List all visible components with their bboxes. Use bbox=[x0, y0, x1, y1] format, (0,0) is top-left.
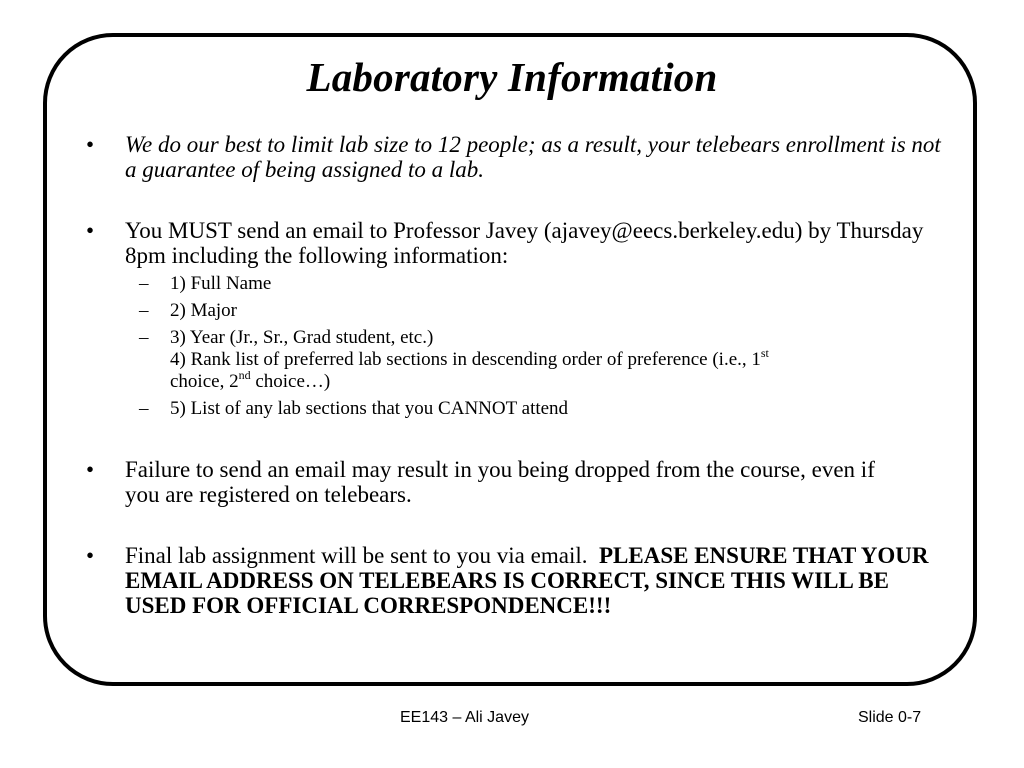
subitem-dash: – bbox=[139, 327, 149, 348]
subitem-rank-c: choice…) bbox=[250, 371, 331, 392]
subitem-dash: – bbox=[139, 300, 149, 321]
bullet-2-text: You MUST send an email to Professor Javey (ajavey@eecs.berkeley.edu) by Thursday 8pm including the following information: bbox=[125, 218, 924, 268]
bullet-marker: • bbox=[86, 218, 95, 243]
bullet-4-text bbox=[125, 543, 945, 618]
bullet-marker: • bbox=[86, 543, 95, 568]
subitem-rank-b: choice, 2 bbox=[170, 371, 239, 392]
footer-slide-number: Slide 0-7 bbox=[858, 709, 922, 726]
bullet-1-text: We do our best to limit lab size to 12 people; as a result, your telebears enrollment is not a guarantee of being assigned to a lab. bbox=[125, 132, 941, 182]
bullet-4-plain: Final lab assignment will be sent to you via email. bbox=[125, 543, 588, 568]
subitem-major: 2) Major bbox=[170, 300, 238, 321]
subitem-year-rank bbox=[170, 327, 930, 393]
subitem-rank-a: 4) Rank list of preferred lab sections in descending order of preference (i.e., 1 bbox=[170, 349, 761, 370]
subitem-cannot-attend: 5) List of any lab sections that you CANNOT attend bbox=[170, 398, 569, 419]
subitem-full-name: 1) Full Name bbox=[170, 273, 272, 294]
slide-title: Laboratory Information bbox=[306, 54, 718, 100]
bullet-marker: • bbox=[86, 132, 95, 157]
subitem-dash: – bbox=[139, 398, 149, 419]
subitem-year: 3) Year (Jr., Sr., Grad student, etc.) bbox=[170, 327, 434, 348]
sup-nd: nd bbox=[238, 367, 251, 382]
bullet-4-bold: PLEASE ENSURE THAT YOUR EMAIL ADDRESS ON TELEBEARS IS CORRECT, SINCE THIS WILL BE USED FOR OFFICIAL CORRESPONDENCE!!! bbox=[125, 543, 929, 618]
bullet-3-text: Failure to send an email may result in you being dropped from the course, even if you are registered on telebears. bbox=[125, 457, 875, 507]
bullet-marker: • bbox=[86, 457, 95, 482]
footer-course: EE143 – Ali Javey bbox=[400, 709, 529, 726]
sup-st: st bbox=[760, 345, 769, 360]
subitem-dash: – bbox=[139, 273, 149, 294]
